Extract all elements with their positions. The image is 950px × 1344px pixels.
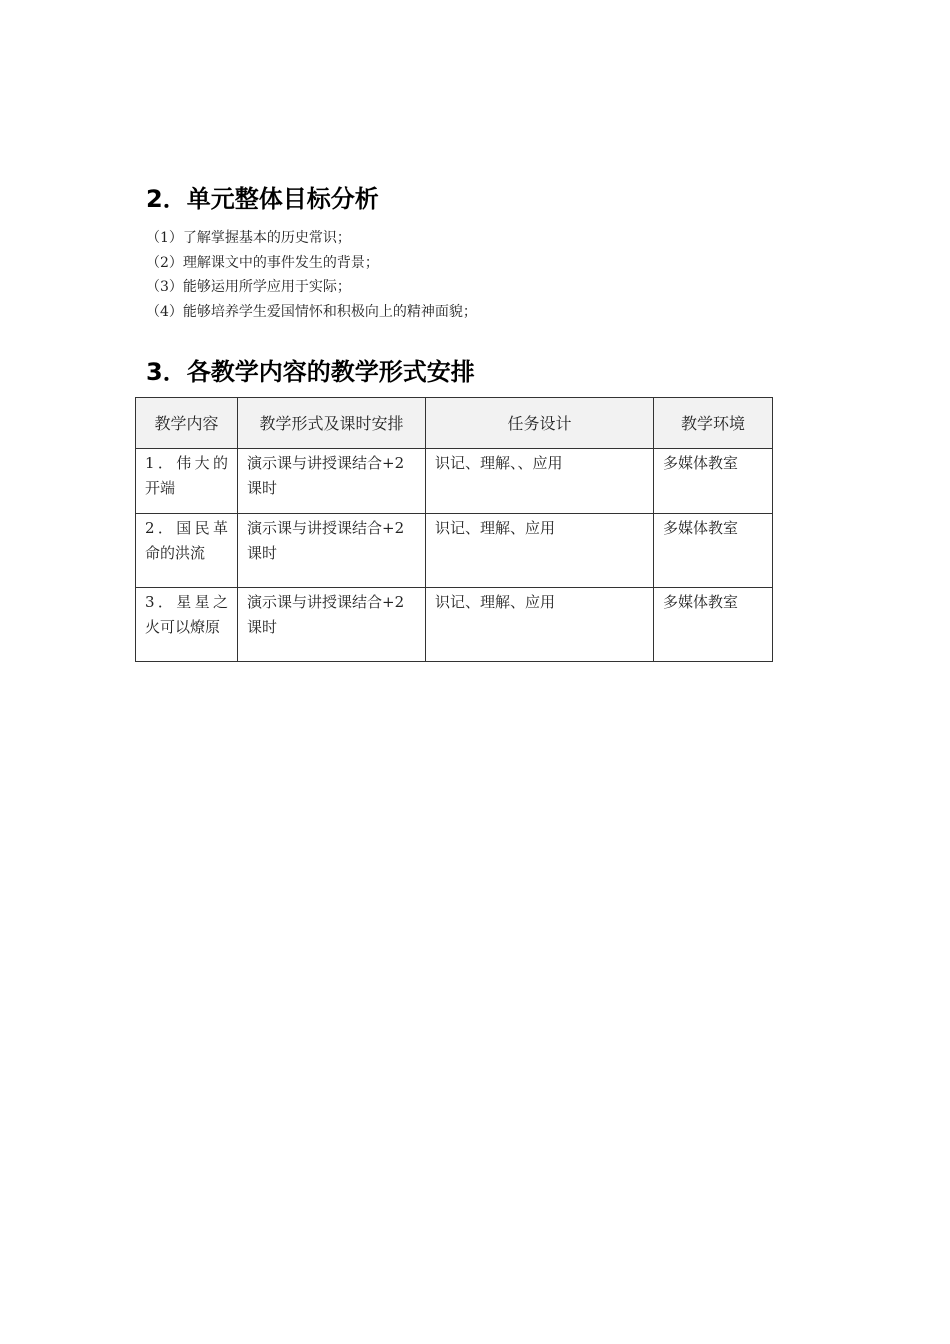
header-content: 教学内容 (136, 398, 238, 449)
section-2-heading: 2．单元整体目标分析 (146, 185, 379, 213)
cell-environment: 多媒体教室 (654, 588, 773, 662)
cell-environment: 多媒体教室 (654, 514, 773, 588)
goal-item: （1）了解掌握基本的历史常识； (146, 230, 351, 246)
goal-item: （4）能够培养学生爱国情怀和积极向上的精神面貌； (146, 303, 477, 320)
table-row (136, 514, 773, 588)
cell-format: 演示课与讲授课结合+2课时 (238, 514, 426, 588)
cell-task: 识记、理解、应用 (426, 514, 654, 588)
header-task: 任务设计 (426, 398, 654, 449)
cell-task: 识记、理解、、应用 (426, 449, 654, 514)
cell-format: 演示课与讲授课结合+2课时 (238, 449, 426, 514)
cell-environment: 多媒体教室 (654, 449, 773, 514)
teaching-plan-table (135, 397, 773, 662)
cell-content: 3．星星之火可以燎原 (136, 588, 238, 662)
goal-item: （2）理解课文中的事件发生的背景； (146, 254, 379, 271)
cell-content: 1．伟大的开端 (136, 449, 238, 514)
section-3-heading: 3．各教学内容的教学形式安排 (146, 358, 475, 386)
cell-content: 2．国民革命的洪流 (136, 514, 238, 588)
cell-task: 识记、理解、应用 (426, 588, 654, 662)
table-row (136, 449, 773, 514)
goals-list (146, 226, 477, 324)
header-environment: 教学环境 (654, 398, 773, 449)
header-format: 教学形式及课时安排 (238, 398, 426, 449)
table-row (136, 588, 773, 662)
cell-format: 演示课与讲授课结合+2课时 (238, 588, 426, 662)
table-header-row (136, 398, 773, 449)
goal-item: （3）能够运用所学应用于实际； (146, 279, 351, 295)
